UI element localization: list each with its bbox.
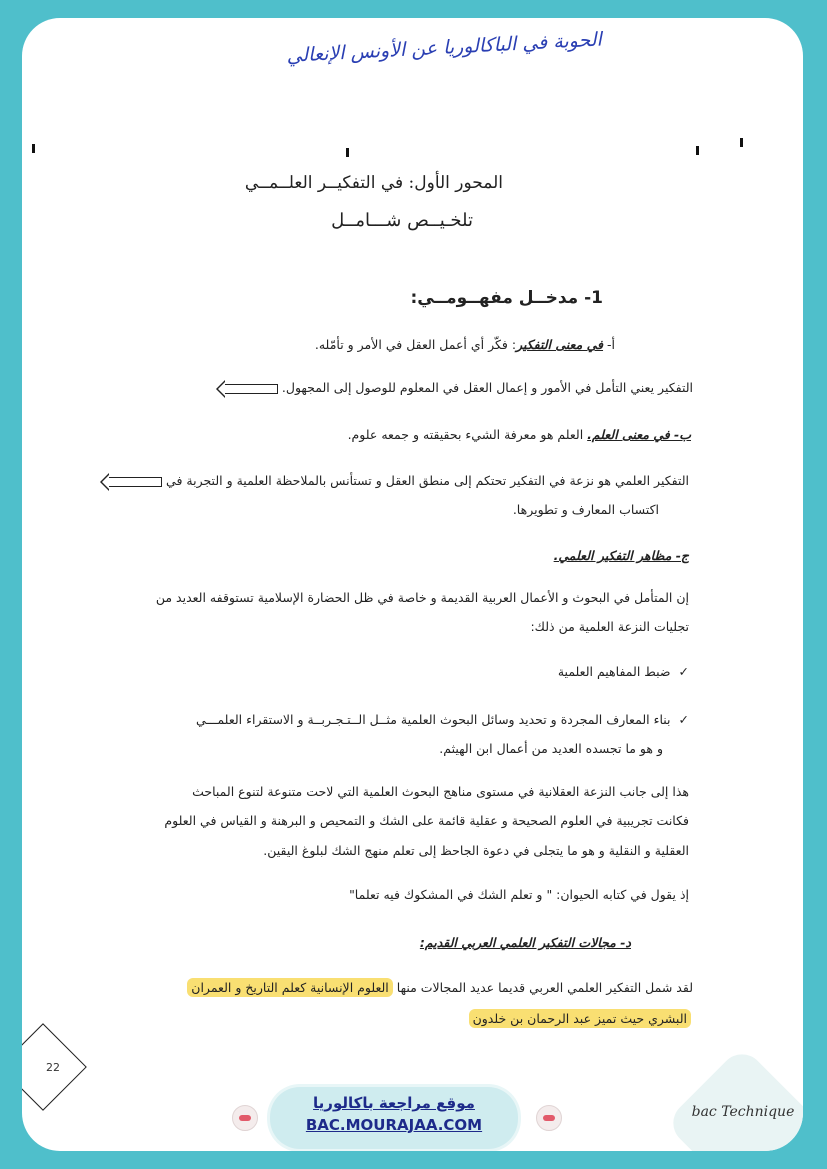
item-a-number: أ- [607,337,615,352]
bac-technique-badge [664,1045,803,1151]
footer-url-link[interactable]: BAC.MOURAJAA.COM [305,1116,483,1134]
page-number: 22 [46,1061,60,1074]
quote-line: إذ يقول في كتابه الحيوان: " و تعلم الشك في المشكوك فيه تعلما" [349,887,689,902]
item-a-meaning-text: التفكير يعني التأمل في الأمور و إعمال العقل في المعلوم للوصول إلى المجهول. [281,380,693,395]
item-d-para-line-2 [469,1011,691,1026]
item-a-text: : فكّر أي أعمل العقل في الأمر و تأمّله. [314,337,517,352]
scan-mark [696,146,699,155]
checkmark-icon: ✓ [678,712,689,727]
item-b-text: العلم هو معرفة الشيء بحقيقته و جمعه علوم. [347,427,588,442]
checkmark-icon: ✓ [678,664,689,679]
footer-site-name[interactable]: موقع مراجعة باكالوريا [313,1094,475,1112]
arrow-icon [109,477,162,487]
para-2-line-1: هذا إلى جانب النزعة العقلانية في مستوى مناهج البحوث العلمية التي لاحت متنوعة لتنوع المباحث [192,784,689,799]
para-2-line-3: العقلية و النقلية و هو ما يتجلى في دعوة الجاحظ إلى تعلم منهج الشك لبلوغ اليقين. [263,843,689,858]
site-logo-icon [232,1105,258,1131]
item-a-meaning [221,380,693,395]
handwritten-note: الحوبة في الباكالوريا عن الأونس الإنعالي [285,28,603,67]
item-d-heading: د- مجالات التفكير العلمي العربي القديم: [419,935,631,950]
bullet-1 [558,664,689,679]
item-b-meaning-line-1 [105,473,689,488]
highlighted-text: البشري حيث تميز عبد الرحمان بن خلدون [469,1009,691,1028]
scan-mark [32,144,35,153]
site-logo-icon [536,1105,562,1131]
footer-banner[interactable] [270,1087,518,1149]
summary-title: تلخـيــص شـــامــل [331,210,473,231]
bullet-2-line-1 [196,712,689,727]
bullet-2-line-2: و هو ما تجسده العديد من أعمال ابن الهيثم. [439,741,663,756]
item-d-para-plain: لقد شمل التفكير العلمي العربي قديما عديد المجالات منها [392,980,693,995]
bullet-1-text: ضبط المفاهيم العلمية [557,664,671,679]
bullet-2-text-1: بناء المعارف المجردة و تحديد وسائل البحوث العلمية مثــل الــتـجـربــة و الاستقراء العلمـــي [196,712,671,727]
item-c-heading: ج- مظاهر التفكير العلمي. [553,548,689,563]
item-a [315,337,615,352]
highlighted-text: العلوم الإنسانية كعلم التاريخ و العمران [187,978,393,997]
item-d-para-line-1 [187,980,693,995]
scan-mark [740,138,743,147]
item-b-meaning-text-1: التفكير العلمي هو نزعة في التفكير تحتكم إلى منطق العقل و تستأنس بالملاحظة العلمية و التجربة في [166,473,689,488]
arrow-icon [225,384,278,394]
item-c-para-line-1: إن المتأمل في البحوث و الأعمال العربية القديمة و خاصة في ظل الحضارة الإسلامية تستوقفه العديد من [155,590,689,605]
document-page [22,18,803,1151]
item-b [348,427,691,442]
item-a-label: في معنى التفكير [516,337,604,352]
para-2-line-2: فكانت تجريبية في العلوم الصحيحة و عقلية قائمة على الشك و التمحيص و البرهنة و القياس في العلوم [164,813,689,828]
item-b-label: ب- في معنى العلم. [587,427,691,442]
axis-title: المحور الأول: في التفكيــر العلــمــي [244,173,503,193]
item-b-meaning-line-2: اكتساب المعارف و تطويرها. [512,502,659,517]
section-1-heading: 1- مدخــل مفهــومــي: [410,288,603,308]
badge-text: bac Technique [691,1104,795,1120]
item-c-para-line-2: تجليات النزعة العلمية من ذلك: [530,619,689,634]
scan-mark [346,148,349,157]
